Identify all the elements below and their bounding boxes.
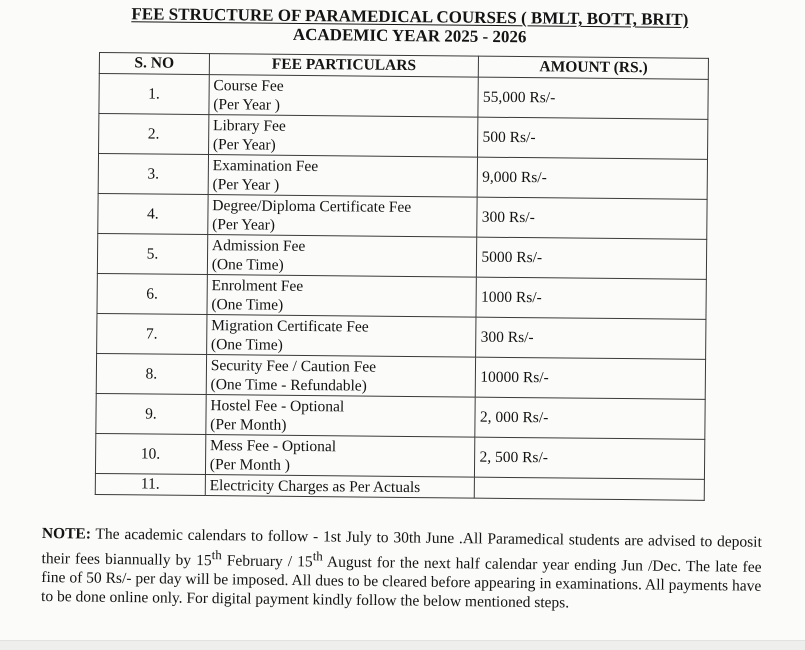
- fee-period: (Per Year): [212, 135, 276, 154]
- row-particular: [206, 395, 476, 438]
- page-bottom-edge: [0, 640, 805, 650]
- fee-name: Security Fee / Caution Fee: [210, 356, 377, 376]
- note-label: NOTE:: [41, 524, 92, 543]
- row-amount: 55,000 Rs/-: [478, 77, 708, 119]
- row-sno: 4.: [98, 193, 208, 234]
- fee-name: Examination Fee: [212, 156, 319, 175]
- fee-period: (One Time - Refundable): [210, 375, 367, 395]
- row-amount: 300 Rs/-: [477, 197, 707, 239]
- table-row: [98, 193, 707, 239]
- fee-period: (Per Year ): [213, 95, 281, 114]
- row-particular: [205, 475, 475, 499]
- row-particular: [208, 195, 478, 238]
- row-amount: 5000 Rs/-: [477, 237, 707, 279]
- row-particular: [208, 155, 478, 198]
- row-particular: [206, 355, 476, 398]
- title-line-1: FEE STRUCTURE OF PARAMEDICAL COURSES ( BMLT, BOTT, BRIT): [131, 4, 689, 30]
- table-row: [95, 473, 704, 500]
- fee-period: (Per Year): [212, 215, 276, 234]
- row-amount: 1000 Rs/-: [476, 277, 706, 319]
- row-sno: 1.: [99, 74, 209, 115]
- row-particular: [205, 435, 475, 478]
- row-sno: 3.: [98, 154, 208, 195]
- row-particular: [206, 315, 476, 358]
- row-sno: 9.: [96, 393, 206, 434]
- fee-name: Library Fee: [213, 116, 286, 135]
- row-sno: 6.: [97, 273, 207, 314]
- header-particulars: FEE PARTICULARS: [209, 54, 479, 78]
- fee-name: Mess Fee - Optional: [209, 436, 337, 455]
- table-row: [97, 233, 706, 279]
- row-amount: [475, 477, 705, 500]
- row-sno: 5.: [97, 233, 207, 274]
- table-row: [99, 74, 708, 120]
- note-paragraph: [41, 524, 762, 615]
- note-sup-2: th: [312, 548, 323, 564]
- fee-name: Hostel Fee - Optional: [210, 396, 345, 415]
- title-line-2: ACADEMIC YEAR 2025 - 2026: [292, 24, 527, 47]
- document-title: [110, 4, 710, 48]
- header-sno: S. NO: [99, 53, 209, 75]
- row-amount: 2, 500 Rs/-: [475, 437, 705, 479]
- row-particular: [208, 115, 478, 158]
- fee-name: Degree/Diploma Certificate Fee: [212, 196, 412, 216]
- fee-period: (Per Month ): [209, 455, 290, 474]
- fee-table: [95, 52, 709, 501]
- note-text-3: August for the next half calendar year ending Jun /Dec. The late fee fine of 50 Rs/- per day will be imposed. All dues to be cleared before appearing in examinations. All payments have to be done online only. For digital payment kindly follow the below mentioned steps.: [41, 553, 762, 612]
- header-amount: AMOUNT (RS.): [479, 56, 709, 79]
- row-particular: [207, 275, 477, 318]
- note-text-2: February / 15: [221, 552, 313, 571]
- table-row: [99, 114, 708, 160]
- row-amount: 2, 000 Rs/-: [475, 397, 705, 439]
- table-row: [97, 273, 706, 319]
- fee-name: Admission Fee: [211, 236, 306, 255]
- fee-period: (One Time): [211, 295, 284, 314]
- row-amount: 300 Rs/-: [476, 317, 706, 359]
- table-row: [98, 154, 707, 200]
- fee-name: Course Fee: [213, 76, 284, 95]
- row-sno: 8.: [96, 353, 206, 394]
- row-sno: 10.: [95, 433, 205, 474]
- fee-period: (One Time): [211, 255, 284, 274]
- table-row: [95, 433, 704, 479]
- row-particular: [209, 75, 479, 118]
- row-particular: [207, 235, 477, 278]
- table-row: [97, 313, 706, 359]
- fee-period: (Per Year ): [212, 175, 280, 194]
- fee-period: (Per Month): [210, 415, 287, 434]
- note-sup-1: th: [211, 547, 222, 563]
- fee-period: (One Time): [210, 335, 283, 354]
- row-amount: 500 Rs/-: [478, 117, 708, 159]
- row-sno: 7.: [97, 313, 207, 354]
- fee-name: Migration Certificate Fee: [211, 316, 369, 336]
- table-row: [96, 393, 705, 439]
- row-amount: 10000 Rs/-: [476, 357, 706, 399]
- row-amount: 9,000 Rs/-: [477, 157, 707, 199]
- table-row: [96, 353, 705, 399]
- fee-name: Electricity Charges as Per Actuals: [209, 476, 421, 496]
- note-text-1: The academic calendars to follow - 1st July to 30th June .All Paramedical students are advised to deposit their fees biannually by 15: [41, 525, 762, 570]
- fee-name: Enrolment Fee: [211, 276, 304, 295]
- row-sno: 11.: [95, 473, 205, 495]
- row-sno: 2.: [99, 114, 209, 155]
